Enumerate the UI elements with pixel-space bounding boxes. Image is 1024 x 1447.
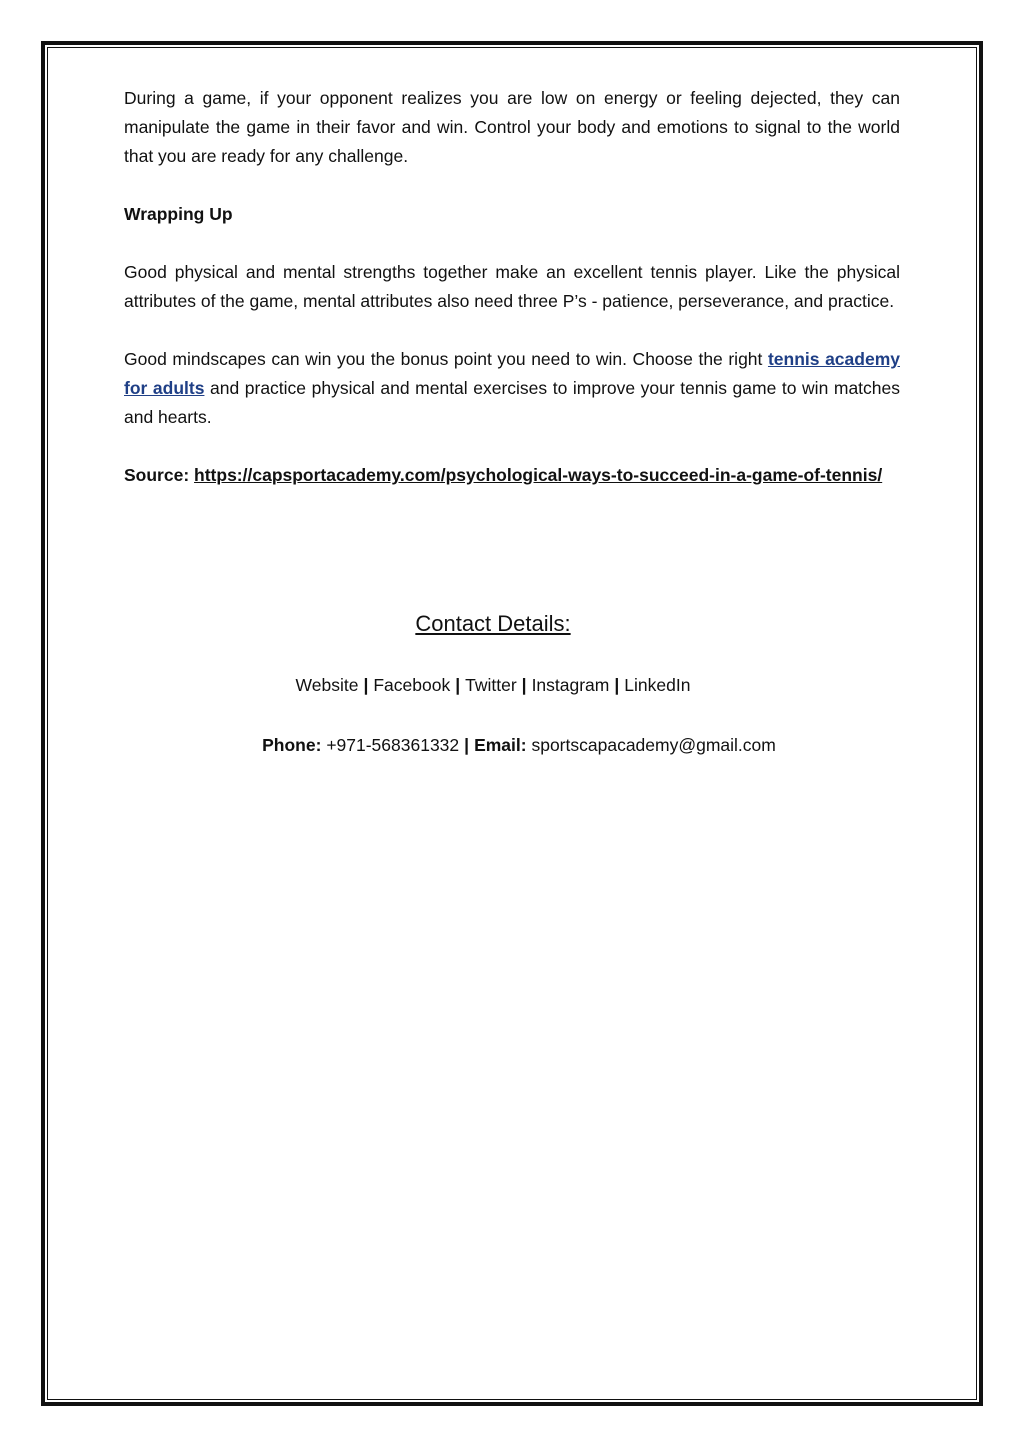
email-address[interactable]: sportscapacademy@gmail.com bbox=[531, 735, 776, 755]
separator: | bbox=[363, 675, 369, 695]
phone-label: Phone: bbox=[262, 735, 322, 755]
twitter-link[interactable]: Twitter bbox=[465, 675, 517, 695]
tennis-academy-link[interactable]: tennis academy for adults bbox=[124, 349, 900, 398]
separator: | bbox=[455, 675, 461, 695]
paragraph-mindscapes-text-end: and practice physical and mental exercises to improve your tennis game to win matches and hearts. bbox=[124, 378, 900, 427]
linkedin-link[interactable]: LinkedIn bbox=[624, 675, 691, 695]
paragraph-mindscapes-text-start: Good mindscapes can win you the bonus point you need to win. Choose the right bbox=[124, 349, 768, 369]
source-label: Source: bbox=[124, 465, 190, 485]
paragraph-strengths: Good physical and mental strengths together make an excellent tennis player. Like the physical attributes of the game, mental attributes also need three P’s - patience, perseverance, and practice. bbox=[124, 262, 900, 311]
social-links-row bbox=[124, 671, 862, 699]
paragraph-mindscapes bbox=[124, 345, 900, 432]
source-url-link[interactable]: https://capsportacademy.com/psychological-ways-to-succeed-in-a-game-of-tennis/ bbox=[194, 465, 883, 485]
separator: | bbox=[614, 675, 620, 695]
paragraph-opponent: During a game, if your opponent realizes you are low on energy or feeling dejected, they can manipulate the game in their favor and win. Control your body and emotions to signal to the world that you are ready for any challenge. bbox=[124, 88, 900, 166]
separator: | bbox=[464, 735, 470, 755]
section-heading-wrapping-up: Wrapping Up bbox=[124, 204, 233, 224]
instagram-link[interactable]: Instagram bbox=[531, 675, 610, 695]
email-label: Email: bbox=[474, 735, 527, 755]
contact-details-title: Contact Details: bbox=[415, 611, 571, 636]
website-link[interactable]: Website bbox=[295, 675, 359, 695]
source-line bbox=[124, 461, 900, 490]
separator: | bbox=[521, 675, 527, 695]
document-body bbox=[124, 84, 900, 519]
phone-number: +971-568361332 bbox=[326, 735, 460, 755]
contact-info-row bbox=[124, 731, 914, 759]
facebook-link[interactable]: Facebook bbox=[373, 675, 451, 695]
